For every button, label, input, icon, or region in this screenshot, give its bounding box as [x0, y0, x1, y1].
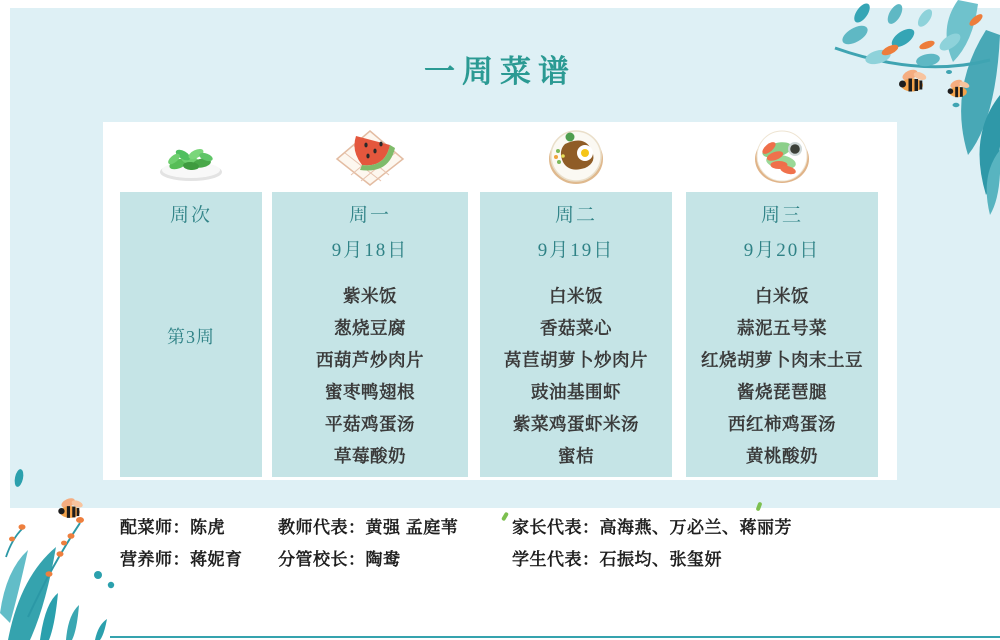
teacher-rep-credit: 教师代表：黄强 孟庭苇: [278, 518, 459, 537]
menu-card: [103, 122, 897, 480]
tuesday-cell: [480, 192, 672, 477]
menu-item: 西红柿鸡蛋汤: [728, 414, 836, 434]
column-monday: [272, 122, 468, 480]
cook-credit: 配菜师：陈虎: [120, 518, 225, 537]
menu-item: 酱烧琵琶腿: [737, 382, 827, 402]
menu-item: 白米饭: [755, 286, 809, 306]
column-header: 周次: [169, 205, 212, 226]
rice-egg-plate-icon: [480, 122, 672, 192]
principal-credit: 分管校长：陶鸯: [278, 550, 401, 569]
date-label: 9月19日: [537, 240, 615, 261]
menu-item: 蜜枣鸭翅根: [325, 382, 415, 402]
menu-item: 豉油基围虾: [531, 382, 621, 402]
date-label: 9月20日: [743, 240, 821, 261]
menu-item: 白米饭: [549, 286, 603, 306]
staff-footer: [120, 512, 792, 576]
monday-cell: [272, 192, 468, 477]
page-title: 一周菜谱: [424, 54, 576, 89]
parent-rep-credit: 家长代表：高海燕、万必兰、蒋丽芳: [512, 518, 792, 537]
menu-item: 红烧胡萝卜肉末土豆: [701, 350, 863, 370]
edamame-plate-icon: [120, 122, 262, 192]
footer-row: [120, 512, 792, 544]
watermelon-napkin-icon: [272, 122, 468, 192]
menu-item: 黄桃酸奶: [746, 446, 818, 466]
column-wednesday: [686, 122, 878, 480]
menu-list: [272, 280, 468, 472]
shrimp-plate-icon: [686, 122, 878, 192]
wednesday-cell: [686, 192, 878, 477]
student-rep-credit: 学生代表：石振均、张玺妍: [512, 550, 722, 569]
menu-item: 平菇鸡蛋汤: [325, 414, 415, 434]
day-label: 周一: [348, 205, 391, 226]
bottom-divider-line: [110, 636, 1000, 638]
column-week: [120, 122, 262, 480]
day-label: 周二: [554, 205, 597, 226]
column-header: [480, 198, 672, 268]
column-header: [272, 198, 468, 268]
column-header: [686, 198, 878, 268]
menu-item: 莴苣胡萝卜炒肉片: [504, 350, 648, 370]
week-cell: [120, 192, 262, 477]
nutritionist-credit: 营养师：蒋妮育: [120, 550, 243, 569]
column-tuesday: [480, 122, 672, 480]
menu-item: 蜜桔: [558, 446, 594, 466]
menu-item: 西葫芦炒肉片: [316, 350, 424, 370]
date-label: 9月18日: [331, 240, 409, 261]
menu-item: 紫米饭: [343, 286, 397, 306]
menu-item: 紫菜鸡蛋虾米汤: [513, 414, 639, 434]
menu-item: 蒜泥五号菜: [737, 318, 827, 338]
menu-item: 香菇菜心: [540, 318, 612, 338]
menu-item: 葱烧豆腐: [334, 318, 406, 338]
menu-list: [686, 280, 878, 472]
footer-row: [120, 544, 792, 576]
day-label: 周三: [760, 205, 803, 226]
menu-list: [480, 280, 672, 472]
menu-item: 草莓酸奶: [334, 446, 406, 466]
week-number: 第3周: [167, 327, 215, 347]
